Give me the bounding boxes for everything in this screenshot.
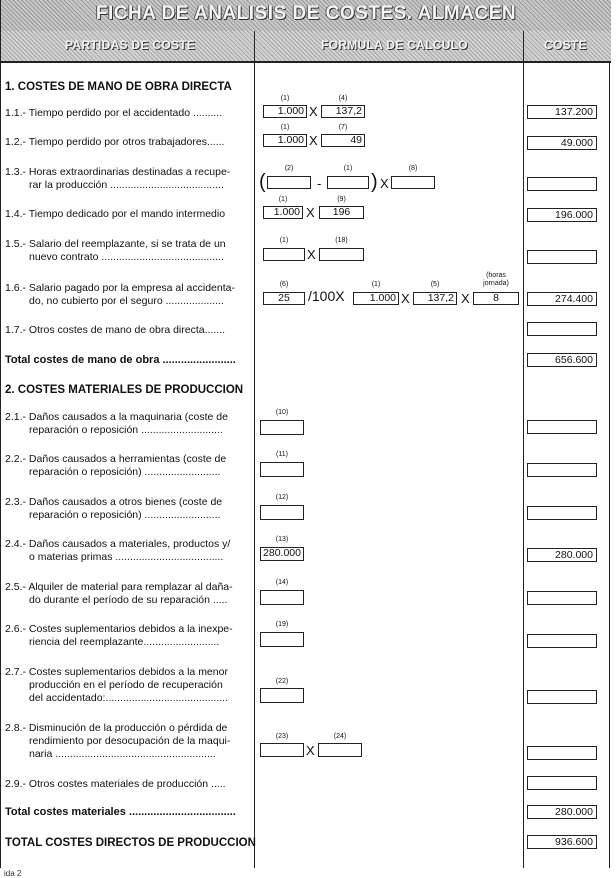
item-2-2 xyxy=(5,453,249,479)
multiply-sign: X xyxy=(309,104,318,119)
formula-field[interactable] xyxy=(327,176,369,189)
formula-field[interactable]: 8 xyxy=(473,292,519,305)
cost-field[interactable] xyxy=(527,690,597,704)
header-formula: FORMULA DE CALCULO xyxy=(321,38,468,52)
multiply-sign: X xyxy=(461,291,470,306)
ref-mark: (1) xyxy=(280,124,290,131)
formula-field[interactable]: 280.000 xyxy=(260,547,304,561)
ref-mark: (23) xyxy=(275,733,289,740)
ref-mark: (9) xyxy=(337,196,346,203)
cost-field[interactable]: 137.200 xyxy=(527,105,597,119)
multiply-sign: X xyxy=(309,133,318,148)
cost-field[interactable] xyxy=(527,250,597,264)
title-bar xyxy=(1,0,611,32)
item-line: 1.5.- Salario del reemplazante, si se trata de un xyxy=(5,238,226,250)
total-materiales-label: Total costes materiales ................................... xyxy=(5,806,236,818)
cost-field[interactable]: 280.000 xyxy=(527,548,597,562)
item-1-7: 1.7.- Otros costes de mano de obra directa....... xyxy=(5,324,226,336)
item-line: rendimiento por desocupación de la maqui- xyxy=(29,735,231,747)
header-partidas: PARTIDAS DE COSTE xyxy=(65,38,196,52)
formula-field[interactable] xyxy=(260,462,304,477)
item-2-4 xyxy=(5,538,249,564)
cost-field-total-directos[interactable]: 936.600 xyxy=(527,835,597,849)
item-line: 2.2.- Daños causados a herramientas (coste de xyxy=(5,453,227,465)
formula-field[interactable] xyxy=(318,743,362,757)
item-line: 2.6.- Costes suplementarios debidos a la inexpe- xyxy=(5,623,233,635)
ref-mark: (22) xyxy=(275,678,289,685)
ref-mark: (12) xyxy=(275,494,289,501)
column-divider-2 xyxy=(523,31,524,868)
cost-field-total-materiales[interactable]: 280.000 xyxy=(527,805,597,819)
cost-field[interactable] xyxy=(527,746,597,760)
divide-multiply-sign: /100X xyxy=(308,288,345,304)
open-paren: ( xyxy=(259,171,266,193)
formula-field[interactable] xyxy=(260,505,304,520)
item-line: reparación o reposición ............................ xyxy=(29,424,223,436)
ref-mark: (18) xyxy=(335,237,348,244)
item-line: nuevo contrato .......................................... xyxy=(29,251,224,263)
item-line: naria ....................................................... xyxy=(29,748,216,760)
ref-mark: (13) xyxy=(275,536,289,543)
item-2-9: 2.9.- Otros costes materiales de producción ..... xyxy=(5,778,226,790)
item-line: 2.8.- Disminución de la producción o pérdida de xyxy=(5,722,228,734)
formula-field[interactable]: 1.000 xyxy=(263,134,307,147)
formula-field[interactable]: 49 xyxy=(321,134,365,147)
column-divider-1 xyxy=(254,31,255,868)
formula-field[interactable]: 196 xyxy=(319,206,364,219)
item-line: reparación o reposición) .......................... xyxy=(29,509,221,521)
formula-field[interactable] xyxy=(263,248,305,261)
item-line: 2.4.- Daños causados a materiales, productos y/ xyxy=(5,538,231,550)
formula-field[interactable] xyxy=(260,743,304,757)
ref-mark: (14) xyxy=(275,579,289,586)
ref-mark: (1) xyxy=(371,281,381,288)
page-title: FICHA DE ANALISIS DE COSTES. ALMACEN xyxy=(95,3,517,24)
item-2-5 xyxy=(5,581,249,607)
ref-mark: (4) xyxy=(338,95,348,102)
ref-mark: (11) xyxy=(276,451,288,458)
cost-field[interactable]: 274.400 xyxy=(527,292,597,306)
section-heading-2: 2. COSTES MATERIALES DE PRODUCCION xyxy=(5,384,244,396)
item-2-8 xyxy=(5,722,249,761)
total-mano-obra-label: Total costes de mano de obra ........................ xyxy=(5,354,236,366)
formula-field[interactable] xyxy=(391,176,435,189)
cost-field[interactable]: 49.000 xyxy=(527,136,597,150)
ref-mark: (19) xyxy=(275,621,289,628)
multiply-sign: X xyxy=(306,743,315,758)
item-line: riencia del reemplazante.......................... xyxy=(29,636,220,648)
ref-mark: (8) xyxy=(408,165,418,172)
formula-field[interactable] xyxy=(260,632,304,647)
item-line: o materias primas ..................................... xyxy=(29,551,224,563)
ref-mark: (7) xyxy=(338,124,348,131)
ref-mark: (horas jornada) xyxy=(483,272,509,287)
formula-field[interactable] xyxy=(319,248,364,261)
formula-field[interactable]: 1.000 xyxy=(353,292,399,305)
item-line: 2.5.- Alquiler de material para remplazar al daña- xyxy=(5,581,233,593)
formula-field[interactable]: 1.000 xyxy=(263,105,307,118)
minus-sign: - xyxy=(317,176,322,191)
item-line: do, no cubierto por el seguro .................... xyxy=(29,295,224,307)
formula-field[interactable]: 137,2 xyxy=(413,292,457,305)
cost-field[interactable] xyxy=(527,177,597,191)
item-2-6 xyxy=(5,623,249,649)
item-1-1: 1.1.- Tiempo perdido por el accidentado .......... xyxy=(5,107,223,119)
formula-field[interactable]: 1.000 xyxy=(263,206,303,219)
multiply-sign: X xyxy=(380,176,389,191)
item-2-3 xyxy=(5,496,249,522)
cost-field-total-mano-obra[interactable]: 656.600 xyxy=(527,353,597,367)
item-1-6 xyxy=(5,282,249,308)
item-1-2: 1.2.- Tiempo perdido por otros trabajadores...... xyxy=(5,136,225,148)
formula-field[interactable] xyxy=(267,176,311,189)
item-2-7 xyxy=(5,666,249,705)
multiply-sign: X xyxy=(307,247,316,262)
header-coste: COSTE xyxy=(544,38,587,52)
close-paren: ) xyxy=(371,171,378,193)
ref-mark: (6) xyxy=(279,281,289,288)
cost-field[interactable] xyxy=(527,591,597,605)
item-line: do durante el período de su reparación ..... xyxy=(29,594,228,606)
ref-mark: (1) xyxy=(279,237,289,244)
item-1-4: 1.4.- Tiempo dedicado por el mando intermedio xyxy=(5,208,226,220)
formula-field[interactable] xyxy=(260,688,304,703)
item-line: 2.7.- Costes suplementarios debidos a la menor xyxy=(5,666,228,678)
ref-mark: (5) xyxy=(430,281,440,288)
column-header-row xyxy=(1,31,611,63)
formula-field[interactable] xyxy=(260,420,304,435)
item-1-3 xyxy=(5,166,249,192)
multiply-sign: X xyxy=(306,205,315,220)
item-line: reparación o reposición) .......................... xyxy=(29,466,221,478)
multiply-sign: X xyxy=(401,291,410,306)
ref-mark: (24) xyxy=(333,733,347,740)
ref-mark: (1) xyxy=(343,165,353,172)
cost-field[interactable] xyxy=(527,634,597,648)
total-directos-label: TOTAL COSTES DIRECTOS DE PRODUCCION xyxy=(5,837,256,849)
item-1-5 xyxy=(5,238,249,264)
item-line: 1.3.- Horas extraordinarias destinadas a recupe- xyxy=(5,166,231,178)
formula-field[interactable]: 25 xyxy=(263,292,305,305)
section-heading-1: 1. COSTES DE MANO DE OBRA DIRECTA xyxy=(5,81,232,93)
item-2-1 xyxy=(5,411,249,437)
item-line: 1.6.- Salario pagado por la empresa al accidenta- xyxy=(5,282,235,294)
page-footer: ida 2 xyxy=(4,869,22,878)
cost-field[interactable] xyxy=(527,506,597,520)
item-line: 2.3.- Daños causados a otros bienes (coste de xyxy=(5,496,223,508)
cost-field[interactable] xyxy=(527,776,597,790)
cost-field[interactable]: 196.000 xyxy=(527,208,597,222)
formula-field[interactable]: 137,2 xyxy=(321,105,365,118)
item-line: del accidentado:.......................................... xyxy=(29,692,228,704)
ref-mark: (1) xyxy=(278,196,288,203)
cost-field[interactable] xyxy=(527,463,597,477)
formula-field[interactable] xyxy=(260,590,304,605)
item-line: rar la producción ....................................... xyxy=(29,179,224,191)
ref-mark: (10) xyxy=(275,409,289,416)
ref-mark: (1) xyxy=(280,95,290,102)
ref-mark: (2) xyxy=(284,165,294,172)
item-line: producción en el período de recuperación xyxy=(29,679,223,691)
cost-field[interactable] xyxy=(527,420,597,434)
item-line: 2.1.- Daños causados a la maquinaria (coste de xyxy=(5,411,228,423)
cost-field[interactable] xyxy=(527,322,597,336)
